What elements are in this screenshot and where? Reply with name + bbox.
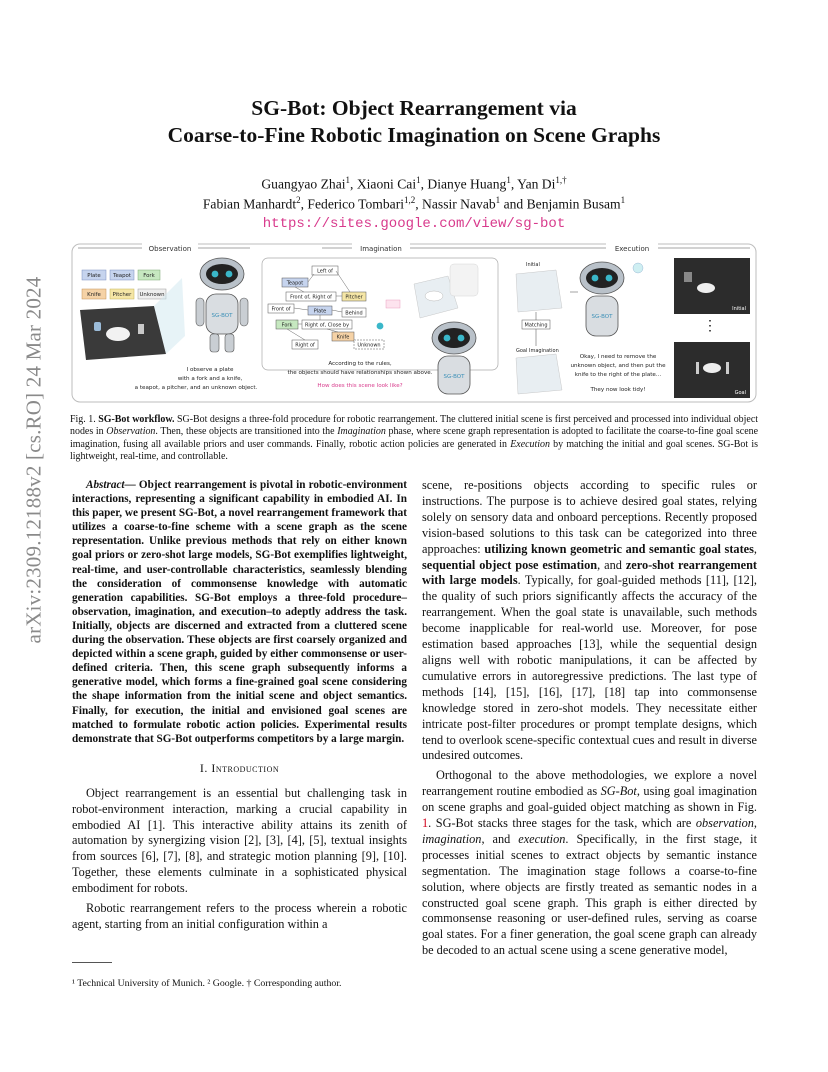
obs-speech-line2: with a fork and a knife, bbox=[177, 376, 243, 382]
obj-chip-teapot-label: Teapot bbox=[113, 273, 131, 279]
fig-label-imagination: Imagination bbox=[360, 245, 402, 253]
obj-chip-plate-label: Plate bbox=[87, 273, 101, 279]
author-line-2: Fabian Manhardt$^2$, Federico Tombari$^{1,2}$, Nassir Navab$^1$ and Benjamin Busam$^1$ bbox=[202, 195, 626, 212]
graph-node-front-right: Front of, Right of bbox=[290, 294, 332, 301]
fig-label-execution: Execution bbox=[614, 245, 650, 253]
figure-1-workflow bbox=[70, 238, 758, 404]
project-url[interactable]: https://sites.google.com/view/sg-bot bbox=[262, 216, 566, 232]
exec-speech-line4: They now look tidy! bbox=[590, 387, 646, 393]
exec-photo-initial-tag: Initial bbox=[732, 306, 746, 312]
figure-1-caption: Fig. 1. SG-Bot workflow. SG-Bot designs a three-fold procedure for robotic rearrangement. The cluttered initial scene is first perceived and processed into individual object nodes in Observation. Then, these objects are transitioned into the Imagination phase, where scene graph representation is adopted to facilitate the coarse-to-fine goal scene imagination, fusing all available priors and user commands. Finally, robotic action policies are generated in Execution by matching the initial and goal scenes. SG-Bot is lightweight, real-time, and controllable. bbox=[70, 414, 758, 462]
exec-speech-line2: unknown object, and then put the bbox=[570, 363, 666, 369]
obs-speech-line1: I observe a plate bbox=[186, 367, 234, 373]
left-column bbox=[72, 478, 407, 933]
imag-speech-line2: the objects should have relationships shown above. bbox=[287, 370, 433, 376]
graph-node-left-of: Left of bbox=[317, 268, 333, 275]
robot-chest-label-2: SG-BOT bbox=[443, 374, 465, 380]
obs-speech-line3: a teapot, a pitcher, and an unknown object. bbox=[134, 385, 258, 391]
author-line-1: Guangyao Zhai$^1$, Xiaoni Cai$^1$, Dianye Huang$^1$, Yan $Di^{1,\dagger}$ bbox=[261, 175, 567, 192]
footnote-affiliations: ¹ Technical University of Munich. ² Google. † Corresponding author. bbox=[72, 978, 342, 989]
intro-paragraph-2: Robotic rearrangement refers to the process wherein a robotic agent, starting from an initial configuration within a bbox=[72, 901, 407, 931]
exec-speech-line1: Okay, I need to remove the bbox=[579, 354, 657, 360]
obj-chip-knife-label: Knife bbox=[87, 292, 101, 298]
exec-initial-label: Initial bbox=[526, 262, 540, 268]
graph-node-fork: Fork bbox=[281, 322, 293, 329]
graph-node-right-close: Right of, Close by bbox=[304, 322, 350, 329]
section-heading-introduction: I. Introduction bbox=[199, 760, 280, 775]
robot-imagination bbox=[432, 322, 476, 394]
right-column bbox=[422, 478, 757, 959]
footnote-rule bbox=[72, 962, 112, 963]
paper-title-line1: SG-Bot: Object Rearrangement via bbox=[251, 96, 577, 120]
imag-speech-line3: How does this scene look like? bbox=[317, 383, 403, 389]
svg-text:⋮: ⋮ bbox=[703, 319, 717, 334]
abstract: Abstract— Object rearrangement is pivotal in robotic-environment interactions, representing a significant capability in embodied AI. In this paper, we present SG-Bot, a novel rearrangement framework that utilizes a coarse-to-fine scheme with a scene graph as the scene representation. Unlike previous methods that rely on either known goal priors or zero-shot large models, SG-Bot exemplifies lightweight, real-time, and user-controllable characteristics, seamlessly blending the consideration of commonsense knowledge with automatic generation capabilities. SG-Bot employs a three-fold procedure–observation, imagination, and execution–to adeptly address the task. Initially, objects are discerned and extracted from a cluttered scene during the observation. These objects are first coarsely organized and depicted within a scene graph, guided by either commonsense or user-defined criteria. Then, this scene graph subsequently informs a generative model, which forms a fine-grained goal scene considering the shape information from the initial scene and object semantics. Finally, for execution, the initial and envisioned goal scenes are matched to formulate robotic action policies. Experimental results demonstrate that SG-Bot outperforms competitors by a large margin. bbox=[72, 479, 408, 745]
robot-chest-label-1: SG-BOT bbox=[211, 313, 233, 319]
figure-ref-link[interactable]: 1 bbox=[422, 816, 429, 831]
obj-chip-unknown-label: Unknown bbox=[139, 292, 165, 298]
graph-node-teapot: Teapot bbox=[286, 280, 304, 287]
robot-observation bbox=[196, 258, 248, 352]
exec-goal-imagination-label: Goal Imagination bbox=[516, 348, 559, 354]
obj-chip-pitcher-label: Pitcher bbox=[112, 292, 132, 298]
obj-chip-fork-label: Fork bbox=[143, 273, 155, 279]
graph-node-unknown: Unknown bbox=[357, 342, 381, 349]
graph-node-right-of: Right of bbox=[295, 342, 315, 349]
arxiv-identifier-stamp: arXiv:2309.12188v2 [cs.RO] 24 Mar 2024 bbox=[21, 276, 46, 644]
right-paragraph-2: Orthogonal to the above methodologies, we explore a novel rearrangement routine embodied as SG-Bot, using goal imagination on scene graphs and goal-guided object matching as shown in Fig. 1. SG-Bot stacks three stages for the task, which are observation, imagination, and execution. Specifically, in the first stage, it processes initial scenes to extract objects by semantic instance segmentation. The imagination stage follows a coarse-to-fine solution, where objects are firstly treated as semantic nodes in a constructed goal scene graph. This graph is either directed by commonsense reasoning or user-defined rules, serving as coarse goal states. For a finer generation, the goal scene graph can already be decoded to an actual scene using a scene generative model, bbox=[422, 768, 758, 958]
exec-photo-goal-tag: Goal bbox=[734, 390, 746, 396]
robot-execution bbox=[580, 262, 624, 336]
graph-node-plate: Plate bbox=[313, 308, 327, 315]
exec-matching-label: Matching bbox=[524, 322, 548, 329]
paper-title-line2: Coarse-to-Fine Robotic Imagination on Scene Graphs bbox=[167, 123, 661, 147]
exec-speech-line3: knife to the right of the plate... bbox=[574, 372, 662, 378]
robot-chest-label-3: SG-BOT bbox=[591, 314, 613, 320]
right-paragraph-1: scene, re-positions objects according to specific rules or instructions. The purpose is to achieve desired goal states, relying solely on sensory data and onboard perceptions. Recently proposed vision-based solutions to this task can be categorized into three approaches: utilizing known geometric and semantic goal states, sequential object pose estimation, and zero-shot rearrangement with large models. Typically, for goal-guided methods [11], [12], the quality of such priors significantly affects the accuracy of the rearrangement. When the goal state is unavailable, such methods become inapplicable for real-world use. Moreover, for pose estimation based approaches [13], while the sequential design aligns well with robotic manipulations, it can be affected by cumulative errors in autoregressive predictions. The last type of methods [14], [15], [16], [17], [18] tap into commonsense knowledge stored in zero-shot models. They necessitate either intricate post-filter procedures or prompt template designs, which tend to overlook scene-specific contextual cues and result in diverse undesired outcomes. bbox=[422, 478, 758, 763]
graph-node-front-of: Front of bbox=[271, 306, 291, 313]
graph-node-behind: Behind bbox=[345, 310, 363, 317]
fig-label-observation: Observation bbox=[148, 245, 192, 253]
intro-paragraph-1: Object rearrangement is an essential but challenging task in robot-environment interaction, marking a crucial capability in embodied AI [1]. This interactive ability attains its zenith of automation by synergizing vision [2], [3], [4], [5], textual insights from sources [6], [7], [8], and strategic motion planning [9], [10]. Together, these elements culminate in a sophisticated physical embodiment for robots. bbox=[72, 785, 407, 896]
imag-speech-line1: According to the rules, bbox=[328, 361, 392, 367]
graph-node-pitcher: Pitcher bbox=[345, 294, 363, 301]
graph-node-knife: Knife bbox=[336, 334, 350, 341]
